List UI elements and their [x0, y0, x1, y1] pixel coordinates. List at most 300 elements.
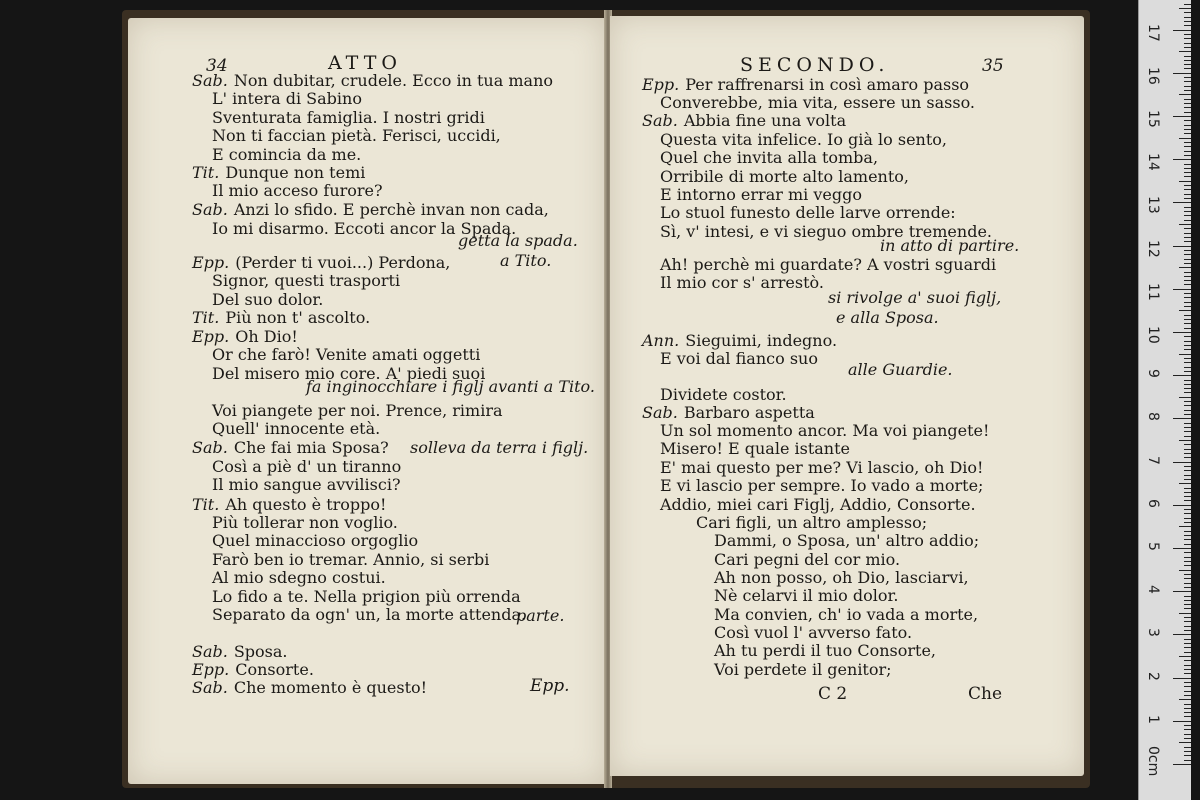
- ruler-tick: [1184, 647, 1191, 648]
- ruler-tick: [1173, 462, 1191, 463]
- ruler-tick: [1179, 656, 1191, 657]
- verse-text: Voi perdete il genitor;: [714, 660, 892, 679]
- ruler-number: 15: [1145, 110, 1161, 128]
- ruler-tick: [1179, 440, 1191, 441]
- text-line: [212, 458, 401, 476]
- verse-text: Addio, miei cari Figlj, Addio, Consorte.: [660, 495, 976, 514]
- text-line: [714, 551, 900, 569]
- text-line: [660, 477, 983, 495]
- ruler-tick: [1184, 522, 1191, 523]
- ruler-tick: [1184, 120, 1191, 121]
- verse-text: E vi lascio per sempre. Io vado a morte;: [660, 476, 984, 495]
- ruler-tick: [1184, 237, 1191, 238]
- ruler-tick: [1184, 172, 1191, 173]
- text-line: [212, 402, 503, 420]
- ruler-tick: [1184, 125, 1191, 126]
- ruler-tick: [1184, 427, 1191, 428]
- ruler-number: 17: [1145, 23, 1161, 42]
- verse-text: Il mio cor s' arrestò.: [660, 273, 824, 292]
- stage-direction: solleva da terra i figlj.: [410, 438, 589, 457]
- ruler-tick: [1173, 159, 1191, 160]
- ruler-tick: [1184, 466, 1191, 467]
- text-line: [192, 328, 298, 346]
- text-line: [660, 94, 975, 112]
- speaker-label: Tit.: [192, 308, 220, 327]
- ruler-number: 3: [1145, 628, 1161, 638]
- ruler-tick: [1184, 600, 1191, 601]
- ruler-tick: [1179, 699, 1191, 700]
- text-line: [192, 643, 288, 661]
- ruler-tick: [1184, 682, 1191, 683]
- ruler-tick: [1179, 742, 1191, 743]
- text-line: [660, 459, 983, 477]
- text-line: [660, 256, 996, 274]
- ruler-tick: [1184, 336, 1191, 337]
- ruler-tick: [1184, 388, 1191, 389]
- ruler-tick: [1184, 691, 1191, 692]
- text-line: [660, 350, 818, 368]
- stage-direction: e alla Sposa.: [836, 308, 939, 327]
- ruler-tick: [1173, 246, 1191, 247]
- ruler-tick: [1184, 81, 1191, 82]
- verse-text: Sieguimi, indegno.: [685, 331, 838, 350]
- stage-direction: in atto di partire.: [880, 236, 1020, 255]
- verse-text: Quell' innocente età.: [212, 419, 381, 438]
- text-line: [714, 661, 892, 679]
- verse-text: Quel che invita alla tomba,: [660, 148, 879, 167]
- ruler-tick: [1184, 574, 1191, 575]
- stage-direction: si rivolge a' suoi figlj,: [828, 288, 1002, 307]
- signature-mark: C 2: [818, 684, 848, 704]
- text-line: [696, 514, 927, 532]
- text-line: [660, 274, 824, 292]
- ruler-tick: [1184, 198, 1191, 199]
- ruler-tick: [1184, 323, 1191, 324]
- verse-text: L' intera di Sabino: [212, 89, 362, 108]
- speaker-label: Sab.: [192, 438, 228, 457]
- verse-text: Che fai mia Sposa?: [233, 438, 389, 457]
- ruler-tick: [1179, 94, 1191, 95]
- ruler-tick: [1184, 583, 1191, 584]
- text-line: [212, 146, 361, 164]
- verse-text: Dividete costor.: [660, 385, 787, 404]
- text-line: [660, 186, 862, 204]
- ruler-tick: [1184, 423, 1191, 424]
- ruler-tick: [1184, 306, 1191, 307]
- ruler-tick: [1184, 531, 1191, 532]
- speaker-label: Sab.: [192, 678, 228, 697]
- ruler-tick: [1184, 578, 1191, 579]
- text-line: [212, 476, 401, 494]
- text-line: [212, 514, 398, 532]
- text-line: [192, 254, 450, 272]
- ruler-tick: [1184, 652, 1191, 653]
- ruler-tick: [1179, 138, 1191, 139]
- ruler-tick: [1184, 194, 1191, 195]
- ruler-tick: [1184, 557, 1191, 558]
- stage-direction: parte.: [516, 606, 565, 625]
- ruler-tick: [1184, 734, 1191, 735]
- ruler-tick: [1179, 267, 1191, 268]
- ruler-number: 5: [1145, 542, 1161, 551]
- ruler-tick: [1184, 384, 1191, 385]
- ruler-tick: [1184, 362, 1191, 363]
- ruler-tick: [1184, 34, 1191, 35]
- verse-text: E' mai questo per me? Vi lascio, oh Dio!: [660, 458, 984, 477]
- ruler-tick: [1184, 695, 1191, 696]
- ruler-tick: [1184, 293, 1191, 294]
- ruler-tick: [1173, 634, 1191, 635]
- text-line: [714, 587, 898, 605]
- ruler-number: 8: [1145, 412, 1161, 422]
- verse-text: Or che farò! Venite amati oggetti: [212, 345, 481, 364]
- ruler-number: 1: [1145, 714, 1161, 724]
- ruler-tick: [1179, 570, 1191, 571]
- ruler-number: 13: [1145, 196, 1161, 215]
- speaker-label: Ann.: [642, 331, 680, 350]
- open-book: [122, 10, 1090, 788]
- verse-text: Del misero mio core. A' piedi suoi: [212, 364, 486, 383]
- stage-direction: fa inginocchiare i figlj avanti a Tito.: [306, 377, 595, 396]
- ruler-tick: [1173, 591, 1191, 592]
- ruler-tick: [1184, 185, 1191, 186]
- ruler-tick: [1184, 142, 1191, 143]
- text-line: [660, 131, 947, 149]
- ruler-tick: [1184, 561, 1191, 562]
- ruler-tick: [1179, 354, 1191, 355]
- verse-text: Ah non posso, oh Dio, lasciarvi,: [714, 568, 969, 587]
- right-page-header: SECONDO.: [740, 54, 890, 76]
- ruler-tick: [1184, 241, 1191, 242]
- text-line: [212, 588, 521, 606]
- text-line: [212, 127, 501, 145]
- verse-text: Consorte.: [235, 660, 314, 679]
- ruler-tick: [1173, 116, 1191, 117]
- ruler-tick: [1184, 755, 1191, 756]
- ruler-tick: [1184, 276, 1191, 277]
- ruler-tick: [1184, 509, 1191, 510]
- ruler-tick: [1184, 341, 1191, 342]
- ruler-tick: [1184, 302, 1191, 303]
- ruler-number: 2: [1145, 671, 1161, 681]
- left-page: [128, 18, 606, 784]
- ruler-tick: [1184, 565, 1191, 566]
- text-line: [714, 642, 936, 660]
- speaker-label: Epp.: [192, 327, 230, 346]
- verse-text: E comincia da me.: [212, 145, 362, 164]
- ruler-tick: [1184, 112, 1191, 113]
- ruler-tick: [1184, 319, 1191, 320]
- text-line: [192, 164, 365, 182]
- ruler-tick: [1184, 358, 1191, 359]
- ruler-tick: [1184, 77, 1191, 78]
- ruler-tick: [1184, 660, 1191, 661]
- ruler-tick: [1184, 630, 1191, 631]
- ruler-tick: [1184, 414, 1191, 415]
- ruler-number: 14: [1145, 153, 1161, 172]
- ruler-tick: [1184, 272, 1191, 273]
- text-line: [660, 440, 850, 458]
- ruler-tick: [1184, 669, 1191, 670]
- verse-text: Nè celarvi il mio dolor.: [714, 586, 899, 605]
- ruler-number: 10: [1145, 326, 1161, 344]
- ruler-tick: [1173, 418, 1191, 419]
- ruler-tick: [1184, 544, 1191, 545]
- verse-text: Così vuol l' avverso fato.: [714, 623, 913, 642]
- ruler-tick: [1184, 535, 1191, 536]
- ruler-tick: [1184, 207, 1191, 208]
- verse-text: Il mio acceso furore?: [212, 181, 383, 200]
- ruler-tick: [1179, 397, 1191, 398]
- ruler-tick: [1184, 107, 1191, 108]
- verse-text: E voi dal fianco suo: [660, 349, 818, 368]
- verse-text: Cari figli, un altro amplesso;: [696, 513, 928, 532]
- ruler-tick: [1173, 30, 1191, 31]
- ruler-tick: [1184, 621, 1191, 622]
- text-line: [192, 679, 427, 697]
- text-line: [642, 404, 815, 422]
- ruler-tick: [1173, 73, 1191, 74]
- ruler-tick: [1179, 613, 1191, 614]
- right-catchword: Che: [968, 684, 1003, 704]
- verse-text: Cari pegni del cor mio.: [714, 550, 901, 569]
- text-line: [212, 90, 362, 108]
- text-line: [660, 204, 956, 222]
- ruler-tick: [1184, 43, 1191, 44]
- text-line: [192, 309, 370, 327]
- ruler-tick: [1173, 375, 1191, 376]
- verse-text: Questa vita infelice. Io già lo sento,: [660, 130, 948, 149]
- ruler-tick: [1184, 738, 1191, 739]
- text-line: [660, 149, 878, 167]
- speaker-label: Tit.: [192, 163, 220, 182]
- ruler-tick: [1184, 17, 1191, 18]
- ruler-tick: [1179, 483, 1191, 484]
- ruler-tick: [1184, 349, 1191, 350]
- text-line: [212, 551, 489, 569]
- text-line: [642, 332, 837, 350]
- ruler-tick: [1173, 764, 1191, 765]
- ruler-tick: [1173, 548, 1191, 549]
- text-line: [212, 606, 526, 624]
- ruler-tick: [1184, 596, 1191, 597]
- ruler-tick: [1184, 12, 1191, 13]
- stage-direction: a Tito.: [500, 251, 552, 270]
- ruler-tick: [1184, 539, 1191, 540]
- ruler-tick: [1184, 686, 1191, 687]
- verse-text: Del suo dolor.: [212, 290, 324, 309]
- ruler-tick: [1184, 164, 1191, 165]
- ruler-tick: [1184, 401, 1191, 402]
- ruler-tick: [1184, 328, 1191, 329]
- verse-text: Al mio sdegno costui.: [212, 568, 386, 587]
- ruler-tick: [1184, 604, 1191, 605]
- ruler-tick: [1179, 8, 1191, 9]
- verse-text: Non dubitar, crudele. Ecco in tua mano: [233, 71, 554, 90]
- speaker-label: Epp.: [192, 660, 230, 679]
- left-page-header: ATTO: [328, 52, 402, 74]
- verse-text: Abbia fine una volta: [683, 111, 847, 130]
- ruler-tick: [1184, 315, 1191, 316]
- ruler-tick: [1184, 617, 1191, 618]
- text-line: [660, 422, 989, 440]
- text-line: [192, 661, 314, 679]
- ruler-tick: [1179, 224, 1191, 225]
- ruler-tick: [1184, 146, 1191, 147]
- ruler-tick: [1184, 626, 1191, 627]
- ruler-tick: [1184, 431, 1191, 432]
- ruler-tick: [1184, 449, 1191, 450]
- ruler-tick: [1184, 492, 1191, 493]
- ruler-tick: [1179, 51, 1191, 52]
- ruler-tick: [1184, 760, 1191, 761]
- ruler-number: 9: [1145, 369, 1161, 379]
- ruler-tick: [1184, 392, 1191, 393]
- left-page-number: 34: [206, 56, 228, 76]
- ruler-tick: [1184, 86, 1191, 87]
- ruler-tick: [1184, 513, 1191, 514]
- left-catchword: Epp.: [530, 676, 570, 696]
- ruler-tick: [1184, 254, 1191, 255]
- ruler-tick: [1184, 453, 1191, 454]
- ruler-tick: [1184, 90, 1191, 91]
- ruler-tick: [1184, 189, 1191, 190]
- text-line: [212, 532, 418, 550]
- text-line: [660, 386, 787, 404]
- stage-direction: getta la spada.: [458, 231, 578, 250]
- ruler-tick: [1179, 181, 1191, 182]
- text-line: [212, 272, 400, 290]
- verse-text: Non ti faccian pietà. Ferisci, uccidi,: [212, 126, 501, 145]
- ruler-tick: [1184, 470, 1191, 471]
- verse-text: Sventurata famiglia. I nostri gridi: [212, 108, 485, 127]
- verse-text: Anzi lo sfido. E perchè invan non cada,: [233, 200, 549, 219]
- ruler-tick: [1184, 488, 1191, 489]
- verse-text: Il mio sangue avvilisci?: [212, 475, 401, 494]
- verse-text: Signor, questi trasporti: [212, 271, 401, 290]
- ruler-tick: [1184, 176, 1191, 177]
- ruler-tick: [1173, 332, 1191, 333]
- text-line: [192, 496, 386, 514]
- ruler-tick: [1184, 518, 1191, 519]
- ruler-tick: [1184, 708, 1191, 709]
- text-line: [714, 624, 912, 642]
- verse-text: Ah questo è troppo!: [225, 495, 387, 514]
- ruler-tick: [1184, 725, 1191, 726]
- ruler-tick: [1184, 284, 1191, 285]
- ruler-tick: [1173, 202, 1191, 203]
- speaker-label: Epp.: [642, 75, 680, 94]
- right-page-number: 35: [982, 56, 1004, 76]
- ruler-tick: [1184, 56, 1191, 57]
- verse-text: Ah tu perdi il tuo Consorte,: [714, 641, 936, 660]
- verse-text: Così a piè d' un tiranno: [212, 457, 402, 476]
- ruler-tick: [1179, 310, 1191, 311]
- ruler-tick: [1173, 721, 1191, 722]
- ruler-number: 7: [1145, 455, 1161, 465]
- ruler-tick: [1184, 211, 1191, 212]
- ruler-tick: [1184, 436, 1191, 437]
- ruler-tick: [1184, 608, 1191, 609]
- speaker-label: Epp.: [192, 253, 230, 272]
- text-line: [714, 532, 979, 550]
- ruler-number: 6: [1145, 498, 1161, 508]
- ruler-tick: [1184, 21, 1191, 22]
- ruler-tick: [1184, 410, 1191, 411]
- ruler-tick: [1184, 367, 1191, 368]
- ruler-tick: [1184, 129, 1191, 130]
- ruler-tick: [1184, 250, 1191, 251]
- speaker-label: Sab.: [642, 403, 678, 422]
- ruler-tick: [1184, 639, 1191, 640]
- text-line: [660, 496, 976, 514]
- verse-text: Dammi, o Sposa, un' altro addio;: [714, 531, 980, 550]
- ruler-tick: [1184, 457, 1191, 458]
- verse-text: Converebbe, mia vita, essere un sasso.: [660, 93, 976, 112]
- verse-text: Per raffrenarsi in così amaro passo: [685, 75, 970, 94]
- verse-text: Più tollerar non voglio.: [212, 513, 398, 532]
- text-line: [212, 291, 323, 309]
- ruler-tick: [1184, 4, 1191, 5]
- ruler-tick: [1173, 505, 1191, 506]
- text-line: [212, 109, 485, 127]
- verse-text: Più non t' ascolto.: [225, 308, 371, 327]
- ruler-tick: [1184, 151, 1191, 152]
- verse-text: Lo fido a te. Nella prigion più orrenda: [212, 587, 521, 606]
- ruler-number: 0cm: [1145, 746, 1161, 777]
- verse-text: Quel minaccioso orgoglio: [212, 531, 419, 550]
- verse-text: Ma convien, ch' io vada a morte,: [714, 605, 979, 624]
- ruler-tick: [1184, 263, 1191, 264]
- ruler-tick: [1184, 380, 1191, 381]
- text-line: [642, 76, 969, 94]
- ruler-tick: [1184, 665, 1191, 666]
- text-line: [212, 569, 386, 587]
- verse-text: Misero! E quale istante: [660, 439, 850, 458]
- ruler-tick: [1184, 729, 1191, 730]
- speaker-label: Sab.: [192, 200, 228, 219]
- text-line: [192, 72, 553, 90]
- ruler-tick: [1184, 751, 1191, 752]
- ruler-tick: [1173, 678, 1191, 679]
- text-line: [660, 168, 909, 186]
- text-line: [212, 182, 383, 200]
- verse-text: Un sol momento ancor. Ma voi piangete!: [660, 421, 990, 440]
- ruler-tick: [1184, 155, 1191, 156]
- speaker-label: Sab.: [192, 71, 228, 90]
- ruler-tick: [1173, 289, 1191, 290]
- ruler-tick: [1184, 444, 1191, 445]
- ruler-tick: [1184, 643, 1191, 644]
- ruler-tick: [1184, 64, 1191, 65]
- ruler-tick: [1184, 747, 1191, 748]
- verse-text: E intorno errar mi veggo: [660, 185, 862, 204]
- verse-text: Orribile di morte alto lamento,: [660, 167, 909, 186]
- verse-text: (Perder ti vuoi...) Perdona,: [235, 253, 451, 272]
- verse-text: Oh Dio!: [235, 327, 298, 346]
- text-line: [212, 346, 480, 364]
- ruler-tick: [1184, 496, 1191, 497]
- text-line: [714, 569, 969, 587]
- right-page: [610, 16, 1084, 776]
- verse-text: Sposa.: [233, 642, 288, 661]
- ruler-tick: [1184, 712, 1191, 713]
- verse-text: Che momento è questo!: [233, 678, 428, 697]
- verse-text: Lo stuol funesto delle larve orrende:: [660, 203, 956, 222]
- stage-direction: alle Guardie.: [848, 360, 953, 379]
- ruler-tick: [1184, 99, 1191, 100]
- ruler-tick: [1184, 215, 1191, 216]
